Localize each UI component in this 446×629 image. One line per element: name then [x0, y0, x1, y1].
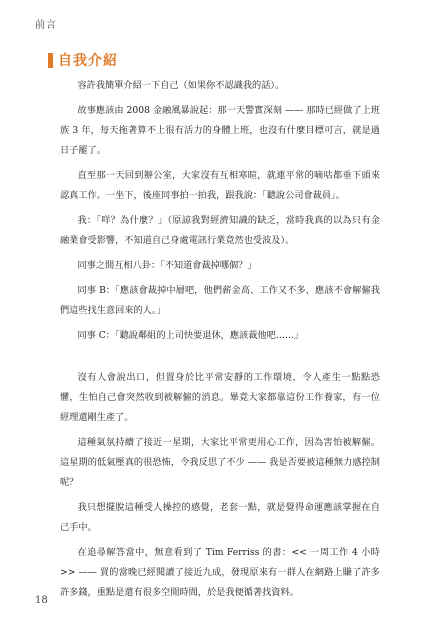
paragraph: 同事 B：「應該會裁掉中層吧，他們薪金高、工作又不多，應該不會解僱我們這些找生意回來的人。」 — [60, 285, 380, 316]
paragraph: 這種氣氛持續了接近一星期，大家比平常更用心工作，因為害怕被解僱。這星期的低氣壓真的很恐怖，令我反思了不少 —— 我是否要被這種無力感控制呢？ — [60, 437, 380, 488]
paragraph: 我只想擺脫這種受人操控的感覺，老套一點，就是覺得命運應該掌握在自己手中。 — [60, 502, 380, 533]
paragraph: 沒有人會說出口，但置身於比平常安靜的工作環境，令人產生一點點恐懼，生怕自己會突然收到被解僱的消息。畢竟大家都靠這份工作養家，有一位經理還剛生產了。 — [60, 372, 380, 423]
section-heading — [48, 50, 118, 70]
paragraph: 故事應該由 2008 金融風暴說起：那一天警實深刻 —— 那時已經做了上班族 3 年，每天拖著算不上很有活力的身體上班，也沒有什麼目標可言，就是過日子罷了。 — [60, 105, 380, 156]
page-number: 18 — [35, 595, 48, 606]
paragraph: 同事 C：「聽說鄰組的上司快要退休，應該裁他吧……」 — [77, 330, 304, 341]
paragraph-gap — [60, 351, 380, 368]
paragraph: 我：「咩？為什麼？」（原諒我對經濟知識的缺乏，當時我真的以為只有金融業會受影響，不知道自己身處電訊行業竟然也受波及）。 — [60, 215, 380, 246]
section-title: 自我介紹 — [58, 53, 118, 69]
paragraph: 在追尋解答當中，無意看到了 Tim Ferriss 的書：<< 一周工作 4 小時 >> —— 買的當晚已經閱讀了接近九成，發現原來有一群人在網路上賺了許多許多錢，重點是還有很多空閒時間，於是我便循著找資料。 — [60, 547, 380, 598]
paragraph: 同事之間互相八卦：「不知道會裁掉哪個？」 — [77, 260, 257, 271]
body-text — [60, 76, 380, 608]
paragraph: 直至那一天回到辦公室，大家沒有互相寒暄，就連平常的嘀咕都垂下頭來認真工作。一坐下，後座同事拍一拍我，跟我說：「聽說公司會裁員」。 — [60, 170, 380, 201]
running-header: 前言 — [35, 20, 57, 31]
paragraph: 容許我簡單介紹一下自己（如果你不認識我的話）。 — [77, 80, 285, 91]
heading-accent-bar — [48, 53, 53, 68]
